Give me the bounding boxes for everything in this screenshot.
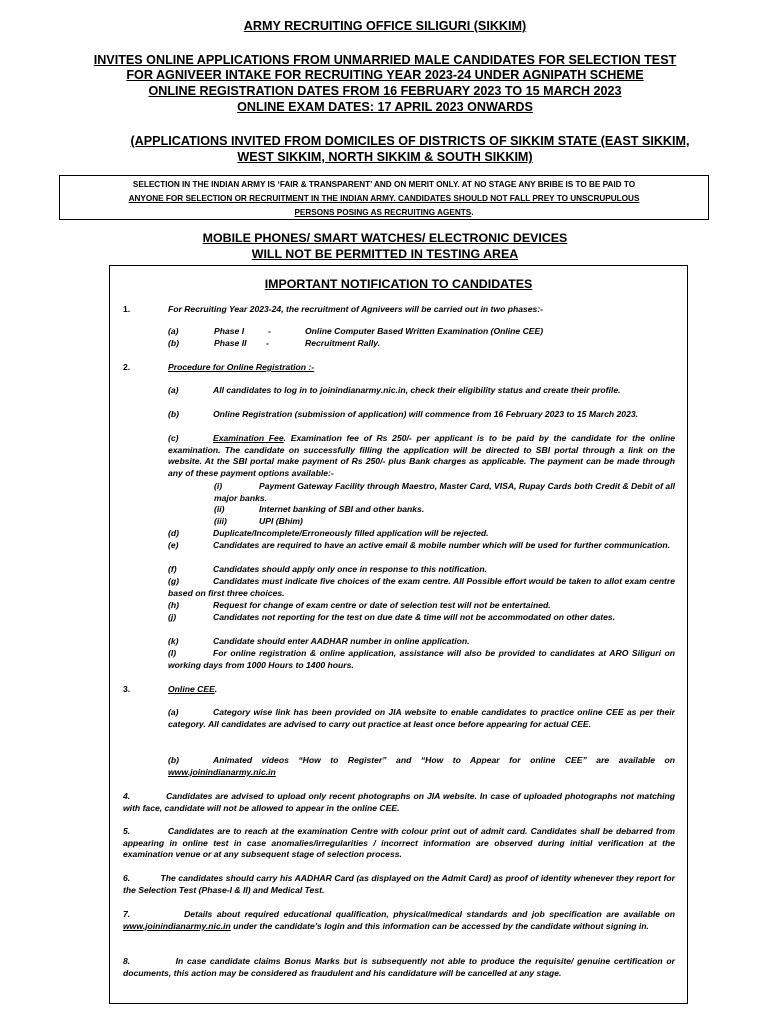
para-2c-ii-text: Internet banking of SBI and other banks. bbox=[259, 504, 425, 514]
para-7-text-pre: 7. Details about required educational qualification, physical/medical standards and job specification are available on bbox=[123, 909, 675, 919]
para-3-number: 3. bbox=[123, 684, 131, 694]
para-5: 5. Candidates are to reach at the examination Centre with colour print out of admit card. Candidates shall be debarred from appearing in online test in case anomalies/irregularities / incorrect information are observed during initial verification at the examination venue or at any subsequent stage of selection process. bbox=[123, 826, 675, 860]
para-2c bbox=[168, 433, 675, 479]
para-2j-mark: (j) bbox=[168, 612, 177, 622]
para-7-link[interactable]: www.joinindianarmy.nic.in bbox=[123, 920, 231, 931]
para-7-text-post: under the candidate’s login and this information can be accessed by the candidate without signing in. bbox=[230, 920, 649, 931]
para-2b-text: Online Registration (submission of application) will commence from 16 February 2023 to 15 March 2023. bbox=[213, 409, 639, 419]
para-2c-iii bbox=[214, 516, 675, 528]
warning-line-3-end: . bbox=[471, 208, 474, 217]
para-8: 8. In case candidate claims Bonus Marks but is subsequently not able to produce the requisite/ genuine certification or documents, this action may be considered as fraudulent and his candidature will be cancelled at any stage. bbox=[123, 956, 675, 978]
para-3-heading-end: . bbox=[214, 684, 218, 694]
para-3-heading-wrap bbox=[168, 684, 217, 695]
para-2k bbox=[168, 636, 675, 648]
phase-2-label: Phase II bbox=[214, 338, 247, 348]
para-2c-ii-mark: (ii) bbox=[214, 504, 225, 514]
invitation-line-2: FOR AGNIVEER INTAKE FOR RECRUITING YEAR 2023-24 UNDER AGNIPATH SCHEME bbox=[126, 68, 644, 82]
para-2a bbox=[168, 385, 675, 397]
para-2d bbox=[168, 528, 675, 540]
warning-line-3: PERSONS POSING AS RECRUITING AGENTS bbox=[294, 208, 472, 217]
para-2c-ii bbox=[214, 504, 675, 516]
para-3a bbox=[168, 707, 675, 730]
exam-dates: ONLINE EXAM DATES: 17 APRIL 2023 ONWARDS bbox=[237, 100, 533, 114]
phase-1-desc: Online Computer Based Written Examination (Online CEE) bbox=[305, 326, 544, 336]
para-3b-mark: (b) bbox=[168, 755, 179, 765]
para-2j-text: Candidates not reporting for the test on due date & time will not be accommodated on other dates. bbox=[213, 612, 616, 622]
para-2c-iii-text: UPI (Bhim) bbox=[259, 516, 303, 526]
para-2h-mark: (h) bbox=[168, 600, 179, 610]
anti-bribe-warning bbox=[59, 175, 709, 220]
para-3a-text: Category wise link has been provided on JIA website to enable candidates to practice online CEE as per their category. All candidates are advised to carry out practice at least once before appearing for actual CEE. bbox=[168, 707, 675, 729]
para-6: 6. The candidates should carry his AADHAR Card (as displayed on the Admit Card) as proof of identity whenever they report for the Selection Test (Phase-I & II) and Medical Test. bbox=[123, 873, 675, 895]
registration-dates: ONLINE REGISTRATION DATES FROM 16 FEBRUARY 2023 TO 15 MARCH 2023 bbox=[148, 84, 622, 98]
para-2d-text: Duplicate/Incomplete/Erroneously filled application will be rejected. bbox=[213, 528, 489, 538]
para-2h-text: Request for change of exam centre or date of selection test will not be entertained. bbox=[213, 600, 551, 610]
para-3b-text: Animated videos “How to Register” and “How to Appear for online CEE” are available on bbox=[213, 755, 675, 765]
para-2c-i-mark: (i) bbox=[214, 481, 223, 491]
office-title: ARMY RECRUITING OFFICE SILIGURI (SIKKIM) bbox=[243, 19, 527, 33]
para-1-number: 1. bbox=[123, 304, 131, 314]
para-3a-mark: (a) bbox=[168, 707, 179, 717]
phase-1-label: Phase I bbox=[214, 326, 245, 336]
warning-line-2: ANYONE FOR SELECTION OR RECRUITMENT IN THE INDIAN ARMY. CANDIDATES SHOULD NOT FALL PREY TO UNSCRUPULOUS bbox=[128, 194, 640, 203]
para-4: 4. Candidates are advised to upload only recent photographs on JIA website. In case of uploaded photographs not matching with face, candidate will not be allowed to appear in the online CEE. bbox=[123, 791, 675, 813]
warning-line-1: SELECTION IN THE INDIAN ARMY IS ‘FAIR & TRANSPARENT’ AND ON MERIT ONLY. AT NO STAGE ANY BRIBE IS TO BE PAID TO bbox=[132, 180, 636, 189]
para-2j bbox=[168, 612, 675, 624]
para-2a-mark: (a) bbox=[168, 385, 179, 395]
para-2h bbox=[168, 600, 675, 612]
notification-title: IMPORTANT NOTIFICATION TO CANDIDATES bbox=[264, 277, 533, 291]
invitation-line-1: INVITES ONLINE APPLICATIONS FROM UNMARRIED MALE CANDIDATES FOR SELECTION TEST bbox=[93, 53, 677, 67]
para-2f-mark: (f) bbox=[168, 564, 177, 574]
para-2c-i bbox=[214, 481, 675, 504]
para-1-text: For Recruiting Year 2023-24, the recruitment of Agniveers will be carried out in two phases:- bbox=[168, 304, 544, 314]
para-3-heading: Online CEE bbox=[168, 684, 215, 694]
para-3b bbox=[168, 755, 675, 778]
para-2b-mark: (b) bbox=[168, 409, 179, 419]
warning-line-3-wrap bbox=[60, 206, 708, 220]
domicile-line-2: WEST SIKKIM, NORTH SIKKIM & SOUTH SIKKIM) bbox=[237, 150, 533, 164]
phase-1-dash: - bbox=[268, 326, 271, 336]
domicile-line-1: (APPLICATIONS INVITED FROM DOMICILES OF DISTRICTS OF SIKKIM STATE (EAST SIKKIM, bbox=[130, 134, 690, 148]
para-2c-iii-mark: (iii) bbox=[214, 516, 227, 526]
para-2l-mark: (l) bbox=[168, 648, 177, 658]
para-2k-text: Candidate should enter AADHAR number in online application. bbox=[213, 636, 470, 646]
devices-line-1: MOBILE PHONES/ SMART WATCHES/ ELECTRONIC DEVICES bbox=[202, 231, 568, 245]
para-2e bbox=[168, 540, 675, 552]
para-2c-mark: (c) bbox=[168, 433, 179, 443]
para-2e-mark: (e) bbox=[168, 540, 179, 550]
para-2a-text: All candidates to log in to joinindianarmy.nic.in, check their eligibility status and create their profile. bbox=[213, 385, 621, 395]
phase-2-desc: Recruitment Rally. bbox=[305, 338, 381, 348]
para-2g-mark: (g) bbox=[168, 576, 179, 586]
para-2l bbox=[168, 648, 675, 671]
para-2g bbox=[168, 576, 675, 599]
para-2l-text: For online registration & online application, assistance will also be provided to candidates at ARO Siliguri on working days from 1000 Hours to 1400 hours. bbox=[168, 648, 675, 670]
para-2e-text: Candidates are required to have an active email & mobile number which will be used for further communication. bbox=[213, 540, 671, 550]
para-2d-mark: (d) bbox=[168, 528, 179, 538]
para-2g-text: Candidates must indicate five choices of the exam centre. All Possible effort would be taken to allot exam centre based on first three choices. bbox=[168, 576, 675, 598]
para-2k-mark: (k) bbox=[168, 636, 179, 646]
phase-1-mark: (a) bbox=[168, 326, 179, 336]
para-2c-i-text: Payment Gateway Facility through Maestro, Master Card, VISA, Rupay Cards both Credit & Debit of all major banks. bbox=[214, 481, 675, 503]
para-2f-text: Candidates should apply only once in response to this notification. bbox=[213, 564, 488, 574]
para-2f bbox=[168, 564, 675, 576]
phase-2-mark: (b) bbox=[168, 338, 179, 348]
para-2-number: 2. bbox=[123, 362, 131, 372]
para-2-heading: Procedure for Online Registration :- bbox=[168, 362, 315, 372]
phase-2-dash: - bbox=[266, 338, 269, 348]
devices-line-2: WILL NOT BE PERMITTED IN TESTING AREA bbox=[251, 247, 519, 261]
para-7 bbox=[123, 909, 675, 932]
para-2c-text: . Examination fee of Rs 250/- per applicant is to be paid by the candidate for the online examination. The candidate on successfully filling the application will be directed to SBI portal through a link on the website. At the SBI portal make payment of Rs 250/- plus Bank charges as applicable. The payment can be made through any of these payment options available:- bbox=[168, 433, 676, 478]
jia-link[interactable]: www.joinindianarmy.nic.in bbox=[168, 766, 276, 777]
exam-fee-heading: Examination Fee bbox=[213, 433, 284, 443]
para-2b bbox=[168, 409, 675, 421]
